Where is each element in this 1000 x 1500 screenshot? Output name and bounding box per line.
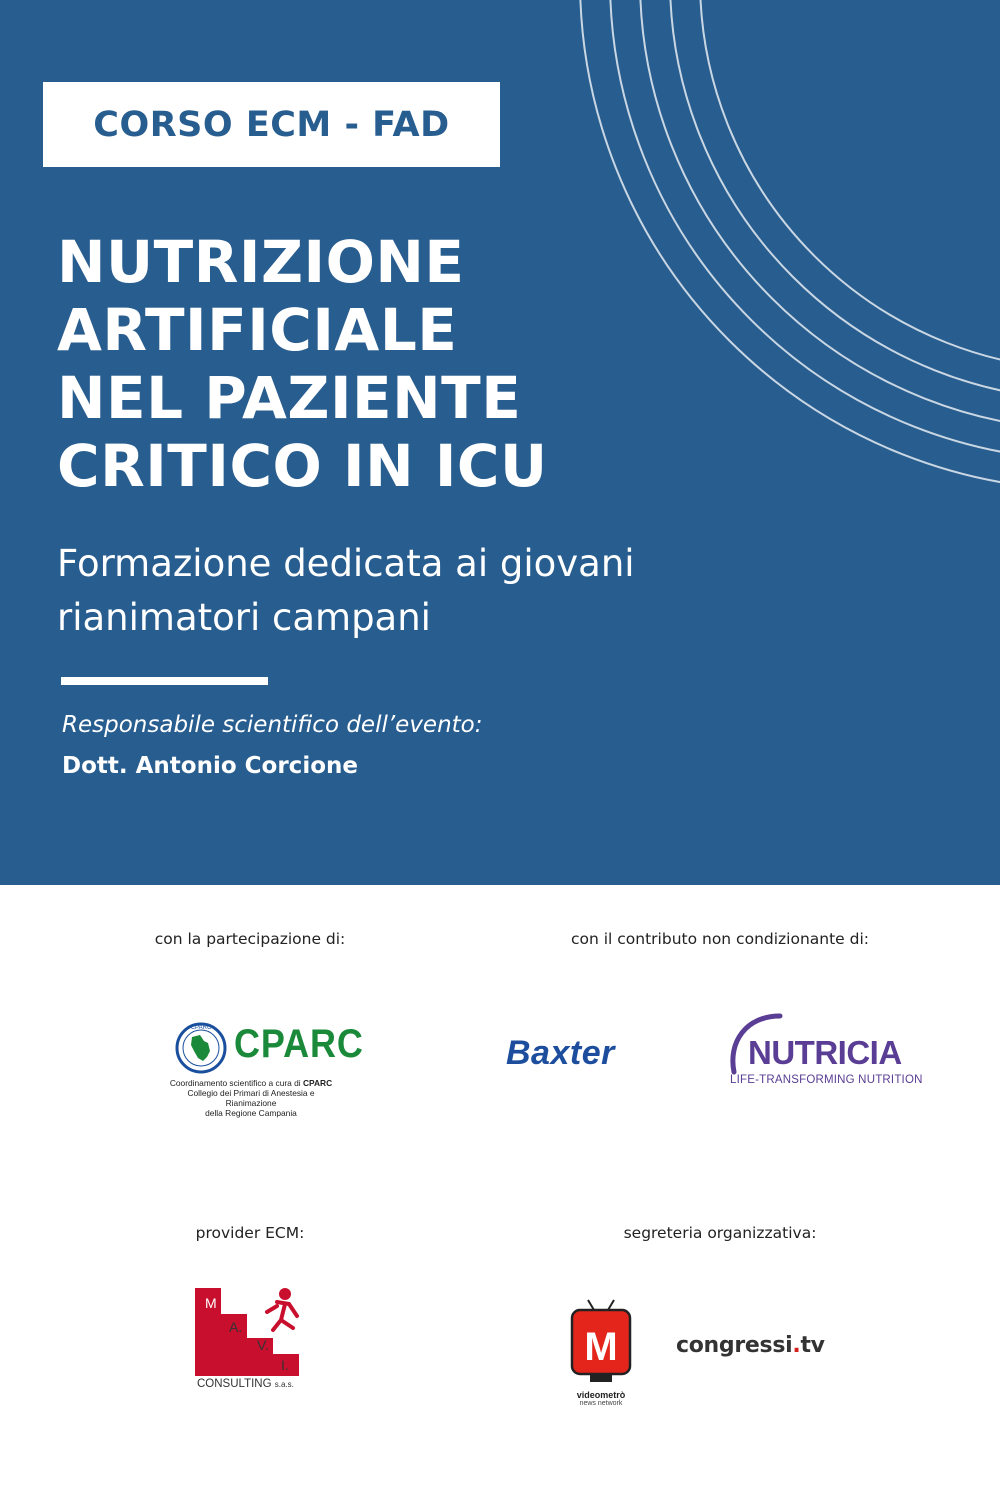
cparc-ring-text: CPARC [190, 1025, 212, 1031]
contribution-caption: con il contributo non condizionante di: [570, 930, 870, 948]
nutricia-wordmark: NUTRICIA [748, 1034, 902, 1071]
mavi-consulting-label [197, 1378, 294, 1390]
mavi-logo [193, 1286, 313, 1396]
cparc-sub-line: Collegio dei Primari di Anestesia e Rianimazione [187, 1088, 315, 1108]
title-line: CRITICO IN ICU [57, 432, 548, 500]
congressi-name: congressi [676, 1333, 793, 1358]
cparc-sub-line: della Regione Campania [205, 1108, 297, 1118]
responsible-label: Responsabile scientifico dell’evento: [62, 712, 483, 738]
mavi-consulting-word: CONSULTING [197, 1378, 272, 1390]
course-title [57, 228, 548, 500]
baxter-logo: Baxter [506, 1034, 615, 1072]
mavi-letter: I. [281, 1357, 289, 1373]
mavi-consulting-suffix: s.a.s. [274, 1380, 294, 1389]
congressi-tld: tv [800, 1333, 825, 1358]
secretariat-caption: segreteria organizzativa: [623, 1224, 817, 1242]
title-line: ARTIFICIALE [57, 296, 458, 364]
videometro-logo [568, 1298, 634, 1410]
title-line: NUTRIZIONE [57, 228, 465, 296]
mavi-steps-icon [193, 1286, 313, 1378]
congressi-dot: . [792, 1333, 801, 1358]
subtitle-line: rianimatori campani [57, 596, 431, 639]
course-type-badge [43, 82, 500, 167]
cparc-sub-bold: CPARC [302, 1078, 333, 1088]
subtitle-line: Formazione dedicata ai giovani [57, 542, 635, 585]
course-subtitle [57, 537, 635, 645]
mavi-letter: V. [257, 1337, 269, 1353]
cparc-sub-line: Coordinamento scientifico a cura di [169, 1078, 303, 1088]
course-type-label: CORSO ECM - FAD [93, 104, 450, 145]
participation-caption: con la partecipazione di: [154, 930, 346, 948]
mavi-letter: M [205, 1295, 217, 1311]
nutricia-logo [724, 1012, 923, 1092]
nutricia-tagline: LIFE-TRANSFORMING NUTRITION [730, 1074, 923, 1086]
videometro-tv-icon [568, 1298, 634, 1388]
responsible-name: Dott. Antonio Corcione [62, 753, 358, 779]
congressi-tv-logo [676, 1333, 825, 1358]
cparc-logo [166, 1022, 364, 1118]
divider [61, 677, 268, 685]
videometro-tagline: news network [579, 1400, 623, 1407]
provider-caption: provider ECM: [195, 1224, 305, 1242]
cparc-wordmark: CPARC [234, 1022, 364, 1066]
title-line: NEL PAZIENTE [57, 364, 522, 432]
mavi-letter: A. [229, 1319, 243, 1335]
videometro-letter: M [584, 1325, 618, 1369]
cparc-description [166, 1078, 336, 1118]
videometro-name: videometrò [576, 1390, 626, 1400]
cparc-emblem-icon [174, 1021, 234, 1075]
